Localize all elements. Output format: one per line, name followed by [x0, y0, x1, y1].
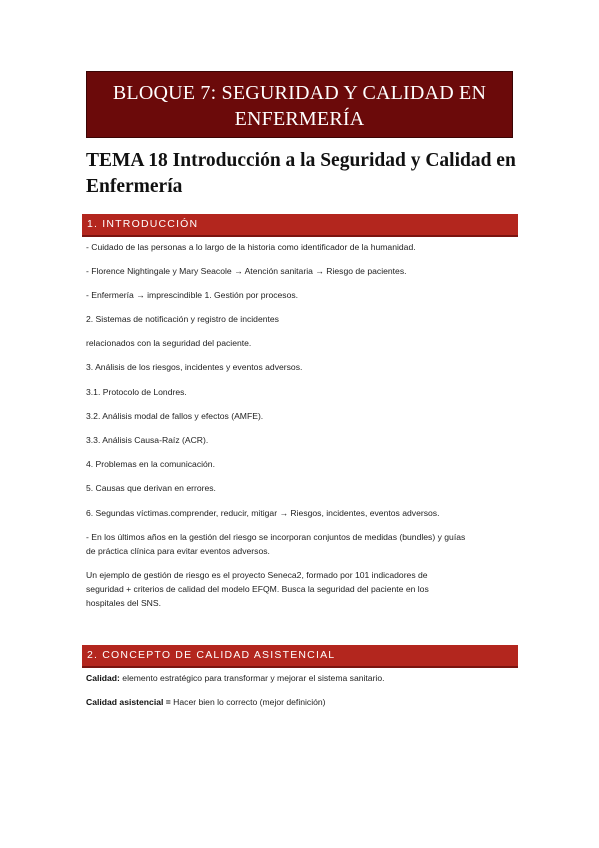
definition-calidad [86, 671, 516, 685]
paragraph-line: - En los últimos años en la gestión del riesgo se incorporan conjuntos de medidas (bundles) y guías [86, 532, 466, 542]
paragraph-line: - Enfermería → imprescindible 1. Gestión por procesos. [86, 290, 299, 300]
section-heading-calidad-asistencial: 2. CONCEPTO DE CALIDAD ASISTENCIAL [82, 645, 518, 666]
paragraph-line: - Cuidado de las personas a lo largo de la historia como identificador de la humanidad. [86, 242, 416, 252]
paragraph-line: 3.1. Protocolo de Londres. [86, 387, 187, 397]
paragraph-line: 2. Sistemas de notificación y registro de incidentes [86, 314, 279, 324]
paragraph-line: hospitales del SNS. [86, 598, 161, 608]
paragraph-line: 5. Causas que derivan en errores. [86, 483, 216, 493]
paragraph-line: 3.2. Análisis modal de fallos y efectos (AMFE). [86, 411, 264, 421]
block-title-banner [86, 71, 513, 138]
tema-title-line-1: TEMA 18 Introducción a la Seguridad y Calidad en [86, 150, 516, 171]
paragraph-line: 6. Segundas víctimas.comprender, reducir, mitigar → Riesgos, incidentes, eventos adversos. [86, 508, 440, 518]
block-title-line-2: ENFERMERÍA [234, 108, 365, 130]
definition-term: Calidad asistencial = [86, 697, 171, 707]
tema-title [86, 148, 526, 200]
definition-term: Calidad: [86, 673, 120, 683]
definition-calidad-asistencial [86, 695, 516, 709]
paragraph-line: relacionados con la seguridad del paciente. [86, 338, 252, 348]
tema-title-line-2: Enfermería [86, 176, 183, 197]
paragraph-line: 4. Problemas en la comunicación. [86, 459, 215, 469]
block-title-line-1: BLOQUE 7: SEGURIDAD Y CALIDAD EN [112, 82, 487, 104]
paragraph-line: seguridad + criterios de calidad del modelo EFQM. Busca la seguridad del paciente en los [86, 584, 429, 594]
paragraph-line: 3.3. Análisis Causa-Raíz (ACR). [86, 435, 209, 445]
paragraph-line: 3. Análisis de los riesgos, incidentes y eventos adversos. [86, 362, 303, 372]
definition-text: elemento estratégico para transformar y mejorar el sistema sanitario. [119, 673, 385, 683]
paragraph-line: Un ejemplo de gestión de riesgo es el proyecto Seneca2, formado por 101 indicadores de [86, 570, 428, 580]
paragraph-line: - Florence Nightingale y Mary Seacole → Atención sanitaria → Riesgo de pacientes. [86, 266, 407, 276]
definition-text: Hacer bien lo correcto (mejor definición) [170, 697, 326, 707]
paragraph-line: de práctica clínica para evitar eventos adversos. [86, 546, 270, 556]
section-heading-introduccion: 1. INTRODUCCIÓN [82, 214, 518, 235]
